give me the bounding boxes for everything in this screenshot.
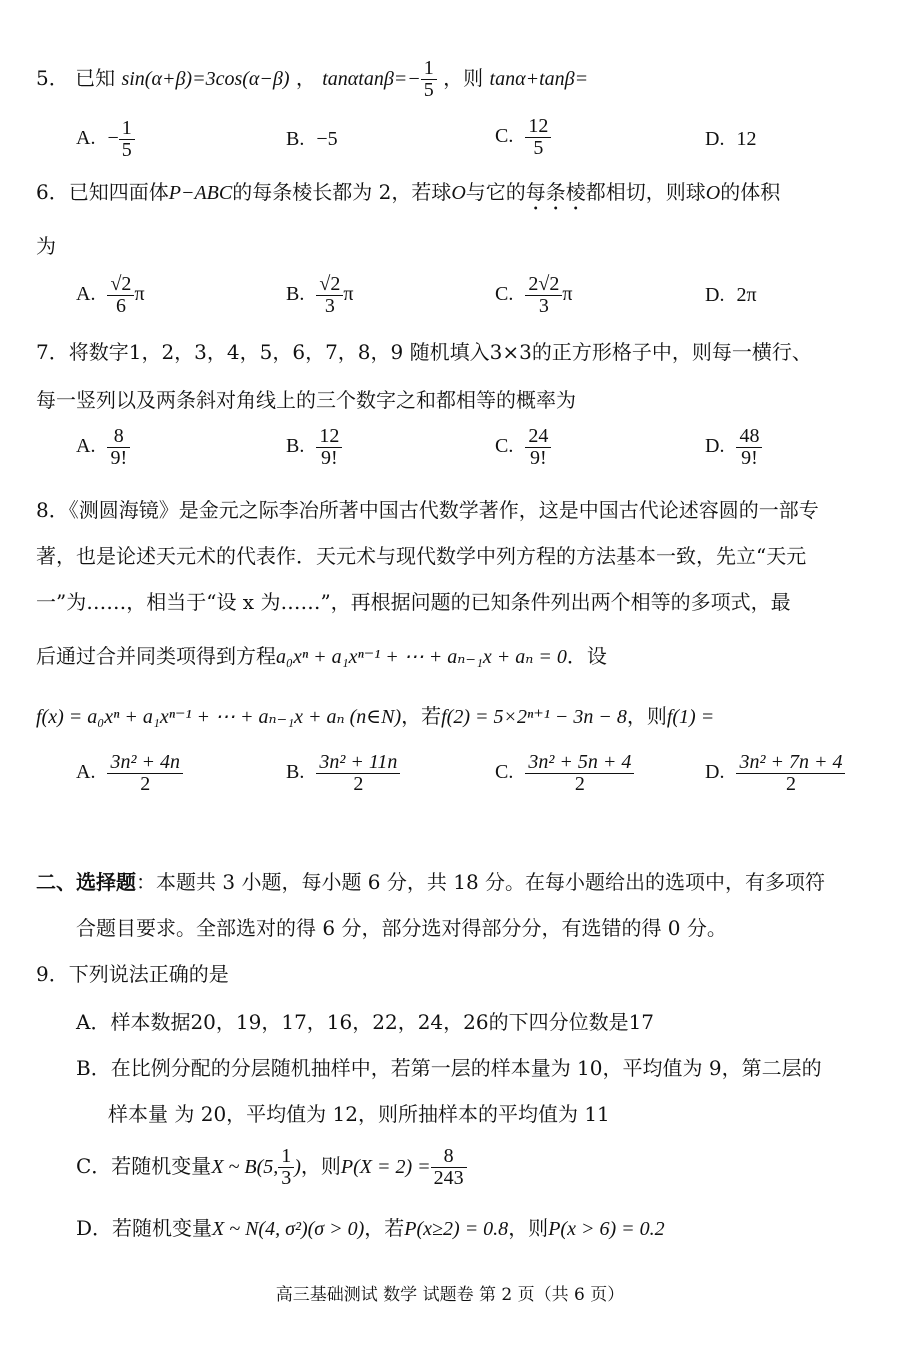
question-number: 9． <box>36 962 69 986</box>
question-ask: f(1) = <box>666 706 715 728</box>
numerator: 3n² + 4n <box>107 752 183 774</box>
option-label: D. <box>705 284 725 306</box>
ball-name: O <box>705 182 721 204</box>
q9-option-c[interactable] <box>76 1146 467 1189</box>
q8-option-b[interactable] <box>286 752 400 795</box>
option-fraction <box>525 116 551 159</box>
distribution: X ~ N(4, σ²)(σ > 0) <box>212 1218 365 1240</box>
numerator: 1 <box>421 58 437 80</box>
stem-text: ，则 <box>626 704 667 728</box>
condition-2: tanαtanβ=− <box>322 68 421 90</box>
condition-1: sin(α+β)=3cos(α−β) <box>121 68 290 90</box>
stem-text: 为 <box>36 234 56 258</box>
section-2-header <box>36 866 825 895</box>
question-number: 7． <box>36 340 69 364</box>
option-label: B. <box>286 128 305 150</box>
option-text: A．样本数据20，19，17，16，22，24，26的下四分位数是17 <box>76 1010 655 1034</box>
question-6-stem-cont <box>36 230 56 259</box>
option-value: 2π <box>736 284 757 306</box>
option-text: 样本量 为 20，平均值为 12，则所抽样本的平均值为 11 <box>108 1102 610 1126</box>
stem-text: 下列说法正确的是 <box>68 962 229 986</box>
option-fraction <box>119 118 135 161</box>
option-value: 12 <box>736 128 757 150</box>
denominator: 5 <box>121 139 132 161</box>
pi-symbol: π <box>343 283 354 306</box>
question-8-stem-line3 <box>36 586 791 615</box>
option-fraction <box>107 426 130 469</box>
denominator: 5 <box>533 137 544 159</box>
stem-text: 已知四面体 <box>68 180 169 204</box>
q7-option-a[interactable] <box>76 426 130 469</box>
q9-option-d[interactable] <box>76 1212 665 1241</box>
numerator: 12 <box>316 426 342 448</box>
option-text: ，则 <box>300 1154 341 1178</box>
option-text: ，则 <box>508 1216 549 1240</box>
fraction <box>421 58 437 101</box>
result-fraction <box>431 1146 467 1189</box>
denominator: 9! <box>741 447 758 469</box>
option-text: ，若 <box>364 1216 405 1240</box>
denominator: 2 <box>785 773 796 795</box>
question-8-stem-line4 <box>36 640 607 669</box>
q5-option-c[interactable] <box>495 116 551 159</box>
probability-expression: P(X = 2) = <box>340 1156 431 1178</box>
option-sign: − <box>107 127 119 150</box>
q8-option-a[interactable] <box>76 752 183 795</box>
page-footer <box>0 1280 900 1305</box>
tetrahedron-name: P−ABC <box>168 182 233 204</box>
option-label: D. <box>705 435 725 458</box>
numerator: 24 <box>525 426 551 448</box>
option-fraction <box>107 274 134 317</box>
option-label: C. <box>495 435 514 458</box>
distribution: X ~ B(5, <box>211 1156 279 1178</box>
option-label: C. <box>495 125 514 148</box>
ball-name: O <box>451 182 466 204</box>
option-value: −5 <box>316 128 338 150</box>
stem-text: 的体积 <box>720 180 781 204</box>
option-label: A. <box>76 435 96 458</box>
option-label: A. <box>76 283 96 306</box>
stem-text: 后通过合并同类项得到方程 <box>36 644 276 668</box>
question-5-stem <box>36 58 588 101</box>
numerator: 3n² + 11n <box>316 752 400 774</box>
option-fraction <box>316 426 342 469</box>
stem-text: 与它的 <box>465 180 526 204</box>
pi-symbol: π <box>134 283 145 306</box>
emphasized-text: 每条棱 <box>525 180 586 204</box>
function-condition: f(2) = 5×2ⁿ⁺¹ − 3n − 8 <box>441 706 627 728</box>
q6-option-a[interactable] <box>76 274 145 317</box>
denominator: 3 <box>538 295 549 317</box>
q7-option-b[interactable] <box>286 426 342 469</box>
polynomial-equation: a₀xⁿ + a₁xⁿ⁻¹ + ⋯ + aₙ₋₁x + aₙ = 0 <box>276 646 567 668</box>
denominator: 5 <box>423 79 434 101</box>
stem-text: 著，也是论述天元术的代表作．天元术与现代数学中列方程的方法基本一致，先立“天元 <box>36 544 807 568</box>
q5-option-a[interactable] <box>76 118 135 161</box>
denominator: 9! <box>321 447 338 469</box>
distribution-close: ) <box>294 1156 301 1178</box>
numerator: √2 <box>316 274 343 296</box>
q9-option-b-cont <box>108 1098 610 1127</box>
stem-text: ．设 <box>566 644 607 668</box>
denominator: 2 <box>140 773 151 795</box>
section-title: 二、选择题 <box>36 870 136 894</box>
q5-option-b[interactable] <box>286 128 338 151</box>
option-label: A. <box>76 761 96 784</box>
numerator: 3n² + 5n + 4 <box>525 752 634 774</box>
question-number: 6． <box>36 180 69 204</box>
option-label: A. <box>76 127 96 150</box>
denominator: 2 <box>574 773 585 795</box>
separator: ， <box>295 66 316 90</box>
q9-option-a[interactable] <box>76 1006 654 1035</box>
question-7-stem-cont <box>36 384 576 413</box>
option-label: C. <box>495 283 514 306</box>
q6-option-b[interactable] <box>286 274 353 317</box>
question-number: 5． <box>36 66 69 90</box>
option-text: C．若随机变量 <box>76 1154 212 1178</box>
stem-text: 《测圆海镜》是金元之际李冶所著中国古代数学著作，这是中国古代论述容圆的一部专 <box>68 498 819 522</box>
numerator: 48 <box>736 426 762 448</box>
function-definition: f(x) = a₀xⁿ + a₁xⁿ⁻¹ + ⋯ + aₙ₋₁x + aₙ (n∈N) <box>36 706 402 728</box>
numerator: √2 <box>107 274 134 296</box>
q9-option-b[interactable] <box>76 1052 822 1081</box>
stem-text: ，若 <box>401 704 442 728</box>
section-instructions: ：本题共 3 小题，每小题 6 分，共 18 分。在每小题给出的选项中，有多项符 <box>136 870 826 894</box>
option-fraction <box>736 752 845 795</box>
option-fraction <box>736 426 762 469</box>
option-label: B. <box>286 435 305 458</box>
question-7-stem <box>36 336 812 365</box>
numerator: 12 <box>525 116 551 138</box>
question-9-stem <box>36 958 229 987</box>
probability-claim: P(x > 6) = 0.2 <box>548 1218 665 1240</box>
numerator: 1 <box>278 1146 294 1168</box>
numerator: 2√2 <box>525 274 562 296</box>
option-text: B．在比例分配的分层随机抽样中，若第一层的样本量为 10，平均值为 9，第二层的 <box>76 1056 822 1080</box>
question-number: 8． <box>36 498 69 522</box>
option-text: D．若随机变量 <box>76 1216 213 1240</box>
option-fraction <box>278 1146 294 1189</box>
denominator: 3 <box>281 1167 292 1189</box>
option-fraction <box>525 426 551 469</box>
stem-text: 都相切，则球 <box>585 180 706 204</box>
stem-text: 每一竖列以及两条斜对角线上的三个数字之和都相等的概率为 <box>36 388 576 412</box>
option-label: D. <box>705 761 725 784</box>
q7-option-d[interactable] <box>705 426 762 469</box>
numerator: 1 <box>119 118 135 140</box>
separator: ，则 <box>443 66 484 90</box>
option-label: C. <box>495 761 514 784</box>
q6-option-d[interactable] <box>705 284 757 307</box>
option-fraction <box>316 752 400 795</box>
option-fraction <box>525 752 634 795</box>
section-2-header-cont <box>76 912 727 941</box>
probability-condition: P(x≥2) = 0.8 <box>404 1218 509 1240</box>
q8-option-c[interactable] <box>495 752 634 795</box>
q6-option-c[interactable] <box>495 274 572 317</box>
question-8-stem-line2 <box>36 540 806 569</box>
denominator: 9! <box>110 447 128 469</box>
stem-text: 已知 <box>75 66 116 90</box>
q7-option-c[interactable] <box>495 426 551 469</box>
question-8-stem <box>36 494 819 523</box>
option-fraction <box>316 274 343 317</box>
numerator: 3n² + 7n + 4 <box>736 752 845 774</box>
option-label: B. <box>286 283 305 306</box>
stem-text: 的每条棱长都为 2，若球 <box>232 180 452 204</box>
denominator: 9! <box>530 447 547 469</box>
option-label: D. <box>705 128 725 150</box>
denominator: 3 <box>324 295 335 317</box>
numerator: 8 <box>431 1146 467 1168</box>
denominator: 2 <box>353 773 364 795</box>
question-6-stem <box>36 176 780 215</box>
q5-option-d[interactable] <box>705 128 756 151</box>
stem-text: 一”为……，相当于“设 x 为……”，再根据问题的已知条件列出两个相等的多项式，最 <box>36 590 791 614</box>
option-fraction <box>525 274 562 317</box>
denominator: 6 <box>115 295 126 317</box>
section-instructions: 合题目要求。全部选对的得 6 分，部分选对得部分分，有选错的得 0 分。 <box>76 916 727 940</box>
q8-option-d[interactable] <box>705 752 845 795</box>
option-label: B. <box>286 761 305 784</box>
question-ask: tanα+tanβ= <box>489 68 589 90</box>
pi-symbol: π <box>562 283 573 306</box>
footer-text: 高三基础测试 数学 试题卷 第 2 页（共 6 页） <box>275 1285 625 1305</box>
stem-text: 将数字1，2，3，4，5，6，7，8，9 随机填入3×3的正方形格子中，则每一横行、 <box>68 340 812 364</box>
question-8-stem-line5 <box>36 700 714 729</box>
option-fraction <box>107 752 183 795</box>
denominator: 243 <box>433 1167 464 1189</box>
numerator: 8 <box>107 426 130 448</box>
